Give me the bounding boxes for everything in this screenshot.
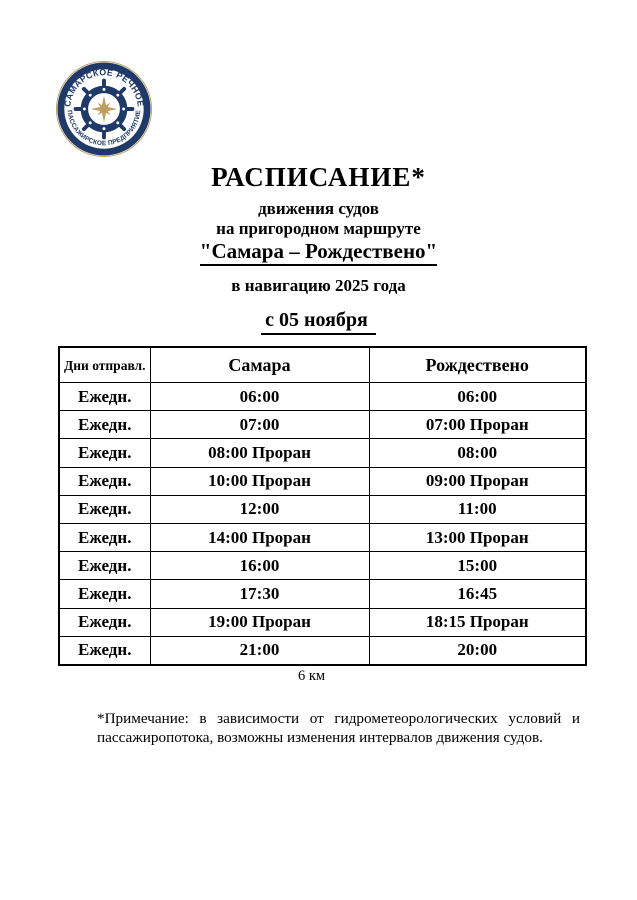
- table-row: [59, 467, 586, 495]
- footnote: *Примечание: в зависимости от гидрометеорологических условий и пассажиропотока, возможны изменения интервалов движения судов.: [97, 709, 580, 746]
- cell-days: Ежедн.: [59, 467, 150, 495]
- table-row: [59, 411, 586, 439]
- cell-samara-time: 19:00 Проран: [150, 608, 369, 636]
- table-header-row: [59, 347, 586, 383]
- table-row: [59, 383, 586, 411]
- cell-days: Ежедн.: [59, 523, 150, 551]
- cell-samara-time: 06:00: [150, 383, 369, 411]
- subtitle-route-type: на пригородном маршруте: [216, 219, 421, 238]
- distance-note: 6 км: [297, 667, 326, 684]
- document-title: РАСПИСАНИЕ*: [211, 162, 426, 192]
- cell-rozhdestveno-time: 11:00: [369, 495, 586, 523]
- table-row: [59, 439, 586, 467]
- route-name: "Самара – Рождествено": [200, 239, 437, 266]
- cell-rozhdestveno-time: 07:00 Проран: [369, 411, 586, 439]
- effective-date-line: [0, 309, 637, 335]
- table-row: [59, 523, 586, 551]
- subtitle-vessels: движения судов: [258, 199, 379, 218]
- table-row: [59, 636, 586, 665]
- table-row: [59, 552, 586, 580]
- cell-rozhdestveno-time: 13:00 Проран: [369, 523, 586, 551]
- schedule-table: [58, 346, 587, 666]
- navigation-season: в навигацию 2025 года: [231, 276, 406, 295]
- cell-rozhdestveno-time: 15:00: [369, 552, 586, 580]
- company-logo: [55, 60, 153, 158]
- cell-rozhdestveno-time: 06:00: [369, 383, 586, 411]
- cell-samara-time: 07:00: [150, 411, 369, 439]
- cell-days: Ежедн.: [59, 411, 150, 439]
- table-row: [59, 580, 586, 608]
- cell-days: Ежедн.: [59, 439, 150, 467]
- cell-samara-time: 16:00: [150, 552, 369, 580]
- cell-days: Ежедн.: [59, 383, 150, 411]
- header-days: Дни отправл.: [59, 347, 150, 383]
- table-row: [59, 495, 586, 523]
- effective-date: с 05 ноября: [261, 309, 376, 335]
- header-rozhdestveno: Рождествено: [369, 347, 586, 383]
- cell-days: Ежедн.: [59, 608, 150, 636]
- cell-days: Ежедн.: [59, 580, 150, 608]
- route-name-line: [0, 239, 637, 266]
- cell-samara-time: 10:00 Проран: [150, 467, 369, 495]
- table-row: [59, 608, 586, 636]
- cell-rozhdestveno-time: 18:15 Проран: [369, 608, 586, 636]
- cell-rozhdestveno-time: 08:00: [369, 439, 586, 467]
- header-samara: Самара: [150, 347, 369, 383]
- logo-bottom-text: ПАССАЖИРСКОЕ ПРЕДПРИЯТИЕ: [65, 109, 143, 148]
- cell-samara-time: 08:00 Проран: [150, 439, 369, 467]
- cell-rozhdestveno-time: 09:00 Проран: [369, 467, 586, 495]
- cell-rozhdestveno-time: 20:00: [369, 636, 586, 665]
- cell-samara-time: 17:30: [150, 580, 369, 608]
- cell-rozhdestveno-time: 16:45: [369, 580, 586, 608]
- cell-days: Ежедн.: [59, 552, 150, 580]
- cell-samara-time: 14:00 Проран: [150, 523, 369, 551]
- title-block: [0, 0, 637, 335]
- schedule-table-body: [59, 383, 586, 665]
- logo-top-text: САМАРСКОЕ РЕЧНОЕ: [62, 67, 146, 108]
- cell-samara-time: 21:00: [150, 636, 369, 665]
- cell-samara-time: 12:00: [150, 495, 369, 523]
- cell-days: Ежедн.: [59, 636, 150, 665]
- cell-days: Ежедн.: [59, 495, 150, 523]
